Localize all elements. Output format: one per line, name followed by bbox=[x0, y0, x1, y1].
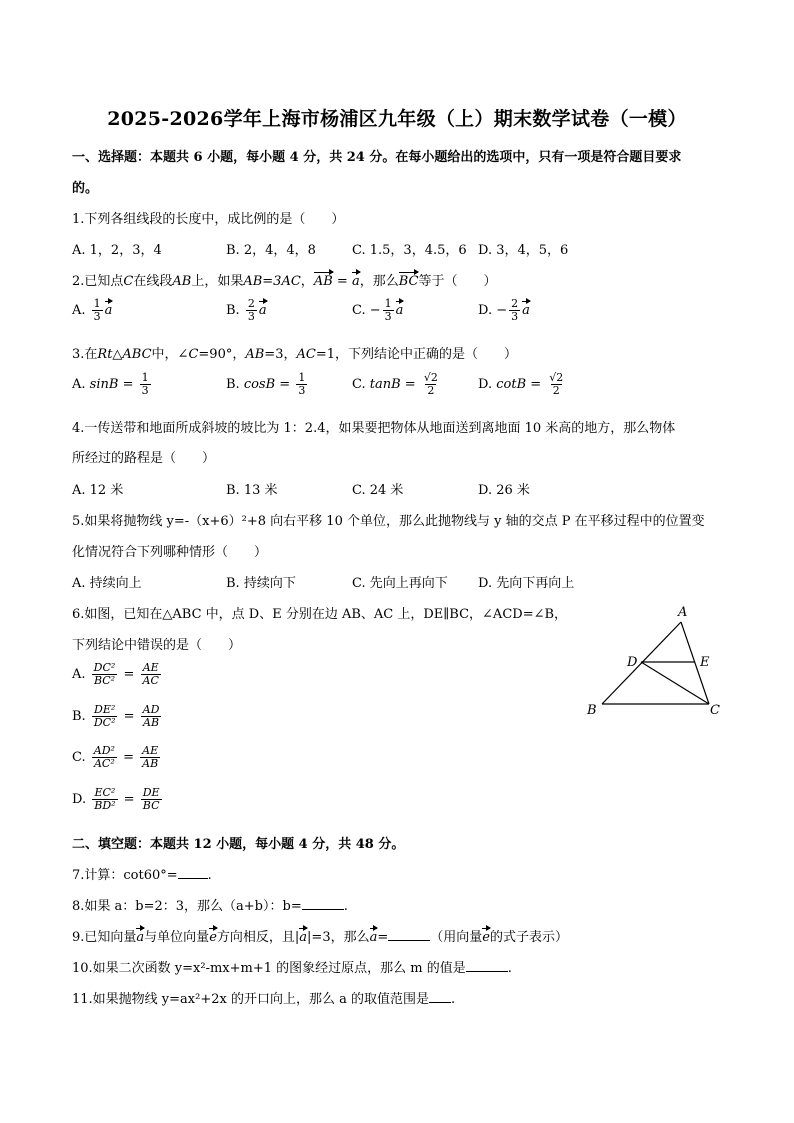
q3-text: =90°， bbox=[198, 347, 246, 362]
denominator: AB bbox=[142, 757, 159, 770]
q5-option-b: B. 持续向下 bbox=[226, 576, 296, 591]
q9-text: 的式子表示） bbox=[489, 930, 568, 945]
q3-option-d: D. cotB = $\frac{√2}{2}$ bbox=[478, 371, 564, 397]
fraction bbox=[547, 372, 565, 397]
denominator: BC bbox=[142, 799, 160, 812]
fraction bbox=[92, 745, 117, 770]
vertex-a-label: A bbox=[678, 605, 688, 620]
option-label: C. bbox=[352, 377, 366, 392]
fraction bbox=[296, 372, 307, 397]
fraction bbox=[92, 298, 103, 323]
denominator: BC² bbox=[93, 674, 116, 687]
q5-option-a: A. 持续向上 bbox=[72, 576, 142, 591]
q9-text: = bbox=[377, 930, 389, 945]
fraction bbox=[140, 372, 151, 397]
q6-option-b: B. $\frac{\text{DE²}}{\text{DC²}}$ = $\frac{AD}{AB}$ bbox=[72, 703, 160, 729]
q4-stem: 4.一传送带和地面所成斜坡的坡比为 1：2.4，如果要把物体从地面送到离地面 10 米高的地方，那么物体 bbox=[72, 421, 676, 436]
q3-ac: AC bbox=[296, 347, 316, 362]
option-label: A. bbox=[72, 667, 86, 682]
trig-function: tanB bbox=[369, 377, 401, 392]
numerator: DC² bbox=[93, 661, 116, 674]
q11-tail: . bbox=[450, 992, 456, 1007]
denominator: AC bbox=[142, 674, 159, 687]
q10-stem bbox=[72, 957, 512, 976]
vector-a: a bbox=[522, 300, 530, 318]
q5-stem-cont: 化情况符合下列哪种情形（ ） bbox=[72, 545, 268, 560]
trig-function: sinB bbox=[89, 377, 119, 392]
numerator: √2 bbox=[549, 371, 564, 384]
fraction bbox=[92, 704, 118, 729]
q9-text: 与单位向量 bbox=[144, 930, 210, 945]
numerator: DE² bbox=[94, 703, 116, 716]
vector-a: a bbox=[259, 300, 267, 318]
q8-tail: . bbox=[343, 899, 348, 914]
q4-option-c: C. 24 米 bbox=[352, 483, 404, 498]
q2-text: ， bbox=[300, 274, 314, 289]
q6-stem: 6.如图，已知在△ABC 中，点 D、E 分别在边 AB、AC 上，DE∥BC，∠ACD=∠B， bbox=[72, 607, 568, 622]
q7-text: 7.计算：cot60°= bbox=[72, 868, 178, 883]
numerator: AE bbox=[142, 661, 159, 674]
q9-text: |=3，那么 bbox=[307, 930, 370, 945]
q1-option-a: A. 1，2，3，4 bbox=[72, 243, 162, 258]
vertex-c-label: C bbox=[710, 703, 720, 718]
q3-text: 中，∠ bbox=[151, 347, 189, 362]
section1-heading-cont: 的。 bbox=[72, 181, 99, 196]
q7-answer-blank[interactable] bbox=[178, 878, 208, 879]
q9-text: 方向相反，且| bbox=[216, 930, 300, 945]
q5-option-d: D. 先向下再向上 bbox=[478, 576, 575, 591]
q9-stem bbox=[72, 926, 568, 945]
q3-triangle: Rt△ABC bbox=[97, 347, 152, 362]
numerator: 2 bbox=[511, 297, 519, 310]
q7-tail: . bbox=[207, 868, 212, 883]
q3-text: =1，下列结论中正确的是（ ） bbox=[315, 347, 517, 362]
q1-option-b: B. 2，4，4，8 bbox=[226, 243, 316, 258]
q8-text: 8.如果 a：b=2：3，那么（a+b）：b= bbox=[72, 899, 302, 914]
section2-heading: 二、填空题：本题共 12 小题，每小题 4 分，共 48 分。 bbox=[72, 837, 405, 852]
q1-stem: 1.下列各组线段的长度中，成比例的是（ ） bbox=[72, 212, 345, 227]
q4-option-d: D. 26 米 bbox=[478, 483, 530, 498]
q10-text: 10.如果二次函数 y=x²-mx+m+1 的图象经过原点，那么 m 的值是 bbox=[72, 961, 466, 976]
option-label: B. bbox=[72, 709, 86, 724]
q11-answer-blank[interactable] bbox=[429, 1002, 451, 1003]
option-label: B. bbox=[226, 303, 240, 318]
section1-heading: 一、选择题：本题共 6 小题，每小题 4 分，共 24 分。在每小题给出的选项中，只有一项是符合题目要求 bbox=[72, 150, 682, 165]
q2-text: 上，如果 bbox=[191, 274, 244, 289]
denominator: 3 bbox=[384, 310, 392, 323]
option-label: C. bbox=[352, 303, 366, 318]
numerator: EC² bbox=[94, 786, 116, 799]
point-e-label: E bbox=[700, 655, 710, 670]
option-label: C. bbox=[72, 750, 86, 765]
numerator: 1 bbox=[384, 297, 392, 310]
numerator: AD bbox=[142, 703, 160, 716]
numerator: 1 bbox=[93, 297, 101, 310]
q1-option-c: C. 1.5，3，4.5，6 bbox=[352, 243, 467, 258]
q3-ab: AB bbox=[245, 347, 265, 362]
denominator: 3 bbox=[247, 310, 255, 323]
fraction bbox=[246, 298, 257, 323]
q8-stem bbox=[72, 895, 348, 914]
q2-option-a bbox=[72, 298, 112, 323]
numerator: 2 bbox=[247, 297, 255, 310]
triangle-figure bbox=[580, 600, 750, 725]
denominator: DC² bbox=[93, 716, 116, 729]
q7-stem bbox=[72, 864, 212, 883]
denominator: 3 bbox=[298, 384, 306, 397]
vector-a: a bbox=[299, 927, 307, 945]
denominator: 2 bbox=[427, 384, 435, 397]
q9-text: 9.已知向量 bbox=[72, 930, 137, 945]
q9-answer-blank[interactable] bbox=[388, 940, 430, 941]
denominator: AB bbox=[143, 716, 160, 729]
denominator: BD² bbox=[94, 799, 116, 812]
segment-dc bbox=[641, 662, 709, 704]
q3-stem bbox=[72, 343, 517, 362]
vector-a: a bbox=[370, 927, 378, 945]
point-d-label: D bbox=[627, 655, 638, 670]
q2-text: 2.已知点 bbox=[72, 274, 124, 289]
q2-condition: AB=3AC bbox=[243, 274, 301, 289]
q2-text: 等于（ ） bbox=[418, 274, 497, 289]
q3-text: =3， bbox=[264, 347, 297, 362]
numerator: 1 bbox=[141, 371, 149, 384]
q1-option-d: D. 3，4，5，6 bbox=[478, 243, 569, 258]
fraction bbox=[92, 662, 118, 687]
denominator: AC² bbox=[93, 757, 115, 770]
q2-stem bbox=[72, 270, 496, 289]
option-label: D. bbox=[72, 792, 87, 807]
q3-option-a: A. sinB = $\frac{1}{3}$ bbox=[72, 371, 149, 397]
option-label: D. bbox=[478, 377, 493, 392]
q2-equals: = bbox=[332, 274, 352, 289]
q5-stem: 5.如果将抛物线 y=-（x+6）²+8 向右平移 10 个单位，那么此抛物线与 y 轴的交点 P 在平移过程中的位置变 bbox=[72, 514, 705, 529]
fraction bbox=[141, 662, 161, 687]
q9-text: （用向量 bbox=[430, 930, 483, 945]
q4-option-b: B. 13 米 bbox=[226, 483, 278, 498]
q2-option-d bbox=[478, 298, 530, 323]
numerator: AE bbox=[142, 744, 159, 757]
denominator: 3 bbox=[511, 310, 519, 323]
q3-angle: C bbox=[188, 347, 199, 362]
vector-a: a bbox=[136, 927, 144, 945]
q4-option-a: A. 12 米 bbox=[72, 483, 124, 498]
option-label: B. bbox=[226, 377, 240, 392]
vector-e: e bbox=[482, 927, 490, 945]
q11-stem bbox=[72, 988, 455, 1007]
q6-option-a: A. $\frac{\text{DC²}}{\text{BC²}}$ = $\frac{AE}{AC}$ bbox=[72, 661, 159, 687]
q6-option-d: D. $\frac{\text{EC²}}{\text{BD²}}$ = $\frac{DE}{BC}$ bbox=[72, 786, 160, 812]
q2-text: 在线段 bbox=[133, 274, 173, 289]
q8-answer-blank[interactable] bbox=[302, 909, 344, 910]
numerator: DE bbox=[142, 786, 160, 799]
denominator: 2 bbox=[552, 384, 560, 397]
vector-e: e bbox=[209, 927, 217, 945]
vector-ab: AB bbox=[314, 271, 333, 289]
vertex-b-label: B bbox=[587, 703, 597, 718]
vector-a: a bbox=[396, 300, 404, 318]
fraction bbox=[422, 372, 440, 397]
trig-function: cosB bbox=[243, 377, 276, 392]
q4-stem-cont: 所经过的路程是（ ） bbox=[72, 451, 216, 466]
fraction bbox=[141, 704, 162, 729]
vector-bc: BC bbox=[399, 271, 419, 289]
vector-a: a bbox=[105, 300, 113, 318]
q10-answer-blank[interactable] bbox=[466, 971, 508, 972]
vector-a: a bbox=[352, 271, 360, 289]
q3-text: 3.在 bbox=[72, 347, 98, 362]
option-label: D. bbox=[478, 303, 493, 318]
numerator: 1 bbox=[298, 371, 306, 384]
q2-option-c bbox=[352, 298, 403, 323]
q6-stem-cont: 下列结论中错误的是（ ） bbox=[72, 638, 242, 653]
q2-text: ，那么 bbox=[359, 274, 399, 289]
option-sign: − bbox=[496, 303, 508, 318]
trig-function: cotB bbox=[496, 377, 527, 392]
q2-point-c: C bbox=[123, 274, 134, 289]
numerator: AD² bbox=[93, 744, 115, 757]
q2-option-b bbox=[226, 298, 267, 323]
q10-tail: . bbox=[507, 961, 512, 976]
q5-option-c: C. 先向上再向下 bbox=[352, 576, 448, 591]
numerator: √2 bbox=[423, 371, 438, 384]
denominator: 3 bbox=[93, 310, 101, 323]
option-sign: − bbox=[369, 303, 381, 318]
q3-option-c: C. tanB = $\frac{√2}{2}$ bbox=[352, 371, 438, 397]
q6-option-c: C. $\frac{\text{AD²}}{\text{AC²}}$ = $\frac{AE}{AB}$ bbox=[72, 744, 159, 770]
q2-segment-ab: AB bbox=[172, 274, 192, 289]
q11-text: 11.如果抛物线 y=ax²+2x 的开口向上，那么 a 的取值范围是 bbox=[72, 992, 429, 1007]
page-title: 2025-2026学年上海市杨浦区九年级（上）期末数学试卷（一模） bbox=[107, 108, 687, 130]
q3-option-b: B. cosB = $\frac{1}{3}$ bbox=[226, 371, 306, 397]
fraction bbox=[92, 787, 117, 812]
fraction bbox=[141, 787, 162, 812]
fraction bbox=[509, 298, 520, 323]
fraction bbox=[383, 298, 394, 323]
denominator: 3 bbox=[141, 384, 149, 397]
fraction bbox=[140, 745, 160, 770]
option-label: A. bbox=[72, 303, 86, 318]
option-label: A. bbox=[72, 377, 86, 392]
